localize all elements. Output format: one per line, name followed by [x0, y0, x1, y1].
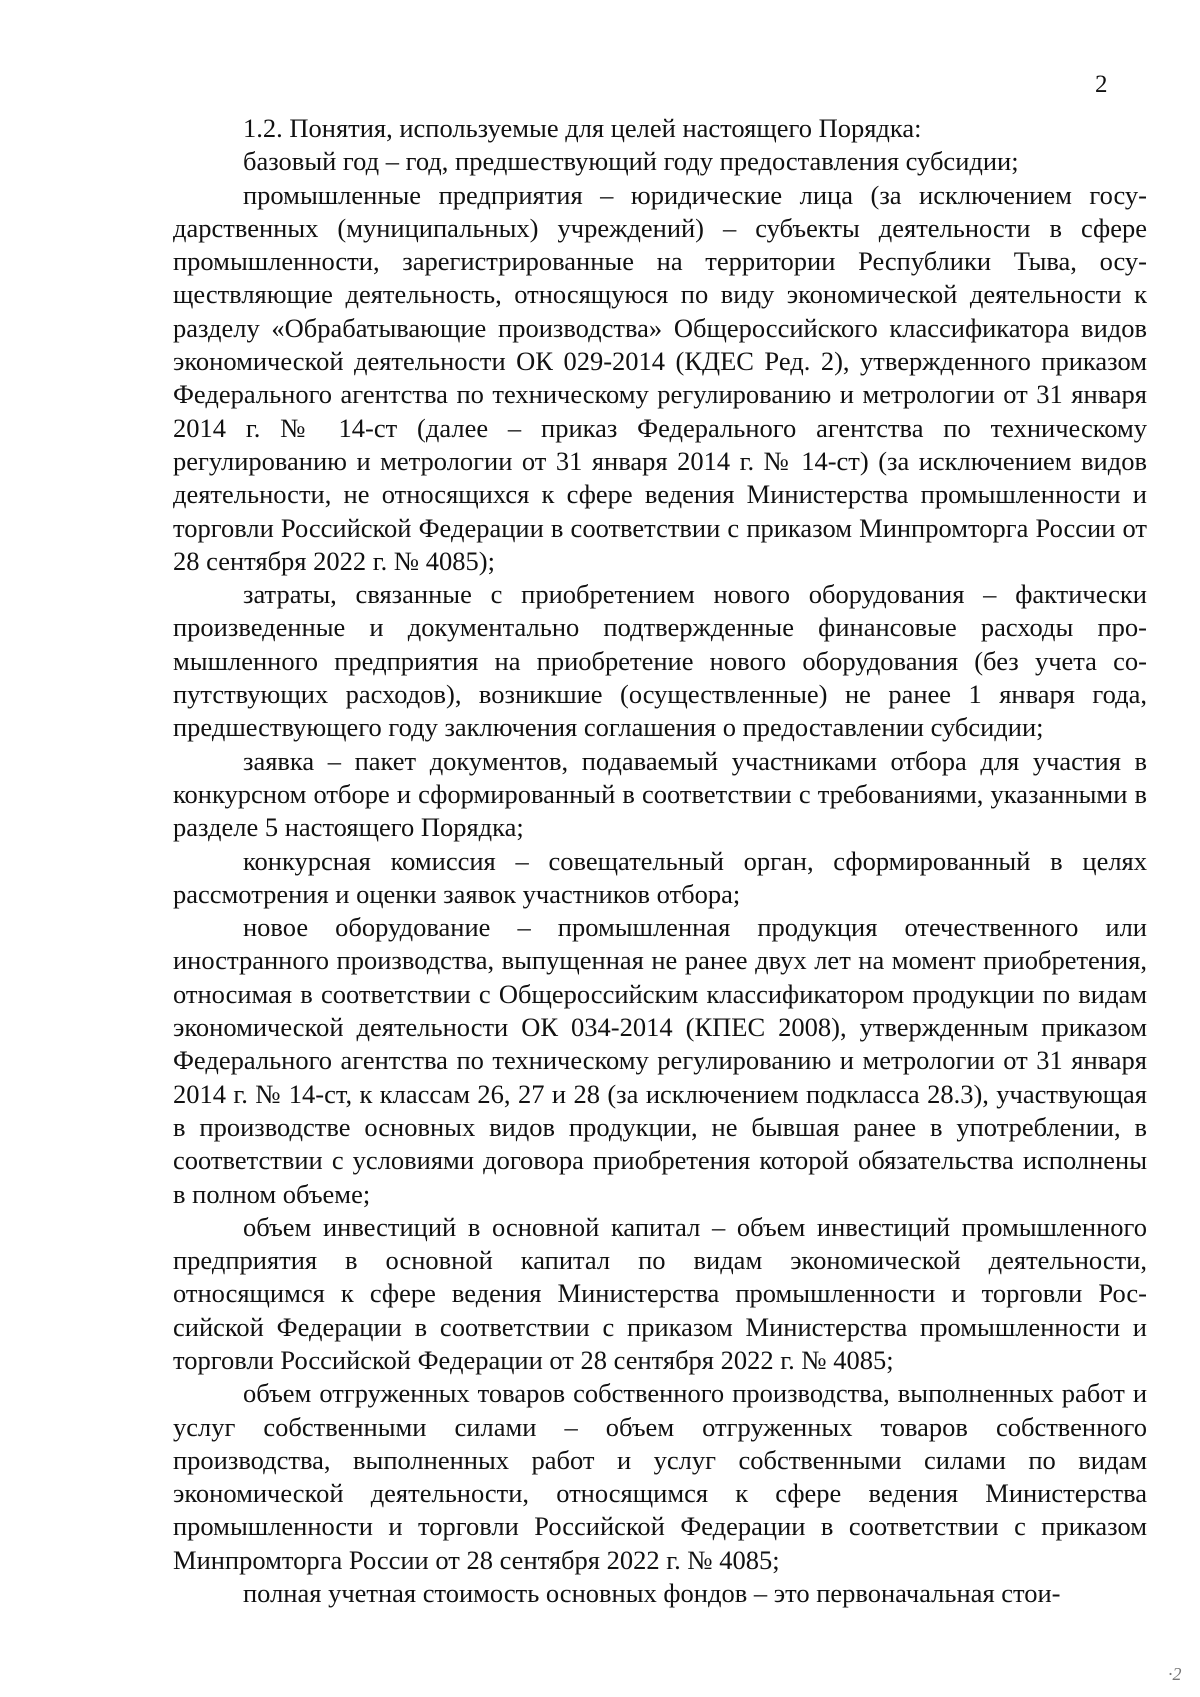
paragraph-fixed-assets: полная учетная стоимость основных фондов – это первоначальная стои-: [243, 1578, 1061, 1609]
paragraph-application: заявка – пакет документов, подаваемый участниками отбора для участия в конкурсном отборе и сформированный в соответствии с требованиями, указанными в разделе 5 настоящего Порядка;: [173, 745, 1147, 843]
paragraph-base-year: базовый год – год, предшествующий году предоставления субсидии;: [243, 146, 1019, 177]
paragraph-capital-investment: объем инвестиций в основной капитал – объем инвестиций промышленного предприятия в основной капитал по видам экономической деятельности, относящимся к сфере ведения Министерства промышленности и торговли Российской Федерации в соответствии с приказом Министерства промышленности и торговли Российской Федерации от 28 сентября 2022 г. № 4085;: [173, 1211, 1147, 1375]
paragraph-equipment-costs: затраты, связанные с приобретением нового оборудования – фактически произведенные и документально подтвержденные финансовые расходы промышленного предприятия на приобретение нового оборудования (без учета сопутствующих расходов), возникшие (осуществленные) не ранее 1 января года, предшествующего году заключения соглашения о предоставлении субсидии;: [173, 579, 1147, 743]
corner-mark: ·2: [1168, 1664, 1182, 1684]
document-body: [173, 112, 1147, 1610]
paragraph-shipped-goods: объем отгруженных товаров собственного производства, выполненных работ и услуг собственными силами – объем отгруженных товаров собственного производства, выполненных работ и услуг собственными силами по видам экономической деятельности, относящимся к сфере ведения Министерства промышленности и торговли Российской Федерации в соответствии с приказом Минпромторга России от 28 сентября 2022 г. № 4085;: [173, 1378, 1147, 1575]
paragraph-new-equipment: новое оборудование – промышленная продукция отечественного или иностранного производства, выпущенная не ранее двух лет на момент приобретения, относимая в соответствии с Общероссийским классификатором продукции по видам экономической деятельности ОК 034-2014 (КПЕС 2008), утвержденным приказом Федерального агентства по техническому регулированию и метрологии от 31 января 2014 г. № 14-ст, к классам 26, 27 и 28 (за исключением подкласса 28.3), участвующая в производстве основных видов продукции, не бывшая ранее в употреблении, в соответствии с условиями договора приобретения которой обязательства исполнены в полном объеме;: [173, 912, 1147, 1209]
paragraph-section-heading: 1.2. Понятия, используемые для целей настоящего Порядка:: [243, 113, 922, 143]
paragraph-industrial-enterprises: промышленные предприятия – юридические лица (за исключением государственных (муниципальных) учреждений) – субъекты деятельности в сфере промышленности, зарегистрированные на территории Республики Тыва, осуществляющие деятельность, относящуюся по виду экономической деятельности к разделу «Обрабатывающие производства» Общероссийского классификатора видов экономической деятельности ОК 029-2014 (КДЕС Ред. 2), утвержденного приказом Федерального агентства по техническому регулированию и метрологии от 31 января 2014 г. № 14-ст (далее – приказ Федерального агентства по техническому регулированию и метрологии от 31 января 2014 г. № 14-ст) (за исключением видов деятельности, не относящихся к сфере ведения Министерства промышленности и торговли Российской Федерации в соответствии с приказом Минпромторга России от 28 сентября 2022 г. № 4085);: [173, 179, 1147, 576]
paragraph-competition-commission: конкурсная комиссия – совещательный орган, сформированный в целях рассмотрения и оценки заявок участников отбора;: [173, 845, 1147, 909]
page-number: 2: [1095, 71, 1108, 98]
